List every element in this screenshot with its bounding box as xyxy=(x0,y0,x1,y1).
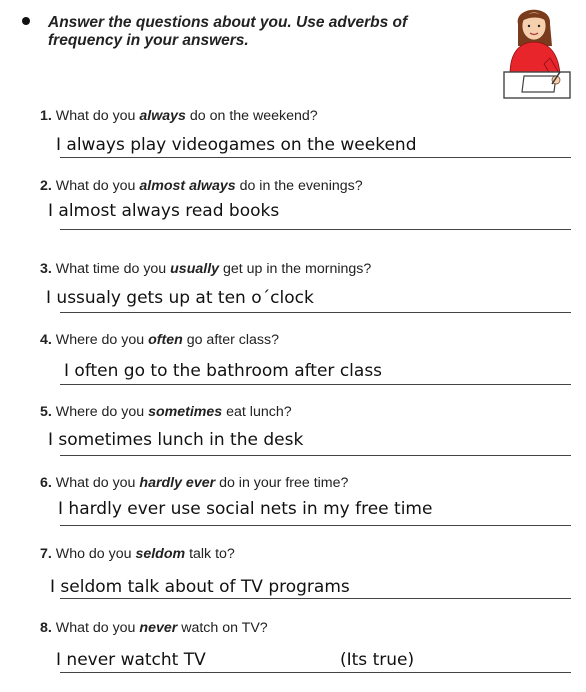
answer-line-5 xyxy=(60,455,571,456)
answer-line-6 xyxy=(60,525,571,526)
question-2: 2. What do you almost always do in the evenings? xyxy=(40,178,363,194)
answer-8[interactable]: I never watcht TV xyxy=(56,650,206,670)
teacher-writing-icon xyxy=(496,2,574,100)
answer-4[interactable]: I often go to the bathroom after class xyxy=(64,361,383,381)
question-4: 4. Where do you often go after class? xyxy=(40,332,279,348)
answer-1[interactable]: I always play videogames on the weekend xyxy=(56,135,417,155)
question-1: 1. What do you always do on the weekend? xyxy=(40,108,318,124)
instructions-text: Answer the questions about you. Use adverbs of frequency in your answers. xyxy=(48,14,408,49)
answer-line-2 xyxy=(60,229,571,230)
answer-5[interactable]: I sometimes lunch in the desk xyxy=(48,430,304,450)
question-5: 5. Where do you sometimes eat lunch? xyxy=(40,404,292,420)
answer-line-1 xyxy=(60,157,571,158)
bullet-icon xyxy=(22,17,30,25)
question-3: 3. What time do you usually get up in the mornings? xyxy=(40,261,372,277)
question-6: 6. What do you hardly ever do in your free time? xyxy=(40,475,349,491)
answer-7[interactable]: I seldom talk about of TV programs xyxy=(50,577,350,597)
answer-6[interactable]: I hardly ever use social nets in my free time xyxy=(58,499,433,519)
answer-2[interactable]: I almost always read books xyxy=(48,201,280,221)
answer-line-4 xyxy=(60,384,571,385)
question-8: 8. What do you never watch on TV? xyxy=(40,620,268,636)
answer-3[interactable]: I ussualy gets up at ten o´clock xyxy=(46,288,314,308)
answer-line-3 xyxy=(60,312,571,313)
answer-line-8 xyxy=(60,672,571,673)
answer-line-7 xyxy=(60,598,571,599)
question-7: 7. Who do you seldom talk to? xyxy=(40,546,235,562)
answer-8-note: (Its true) xyxy=(340,650,415,670)
